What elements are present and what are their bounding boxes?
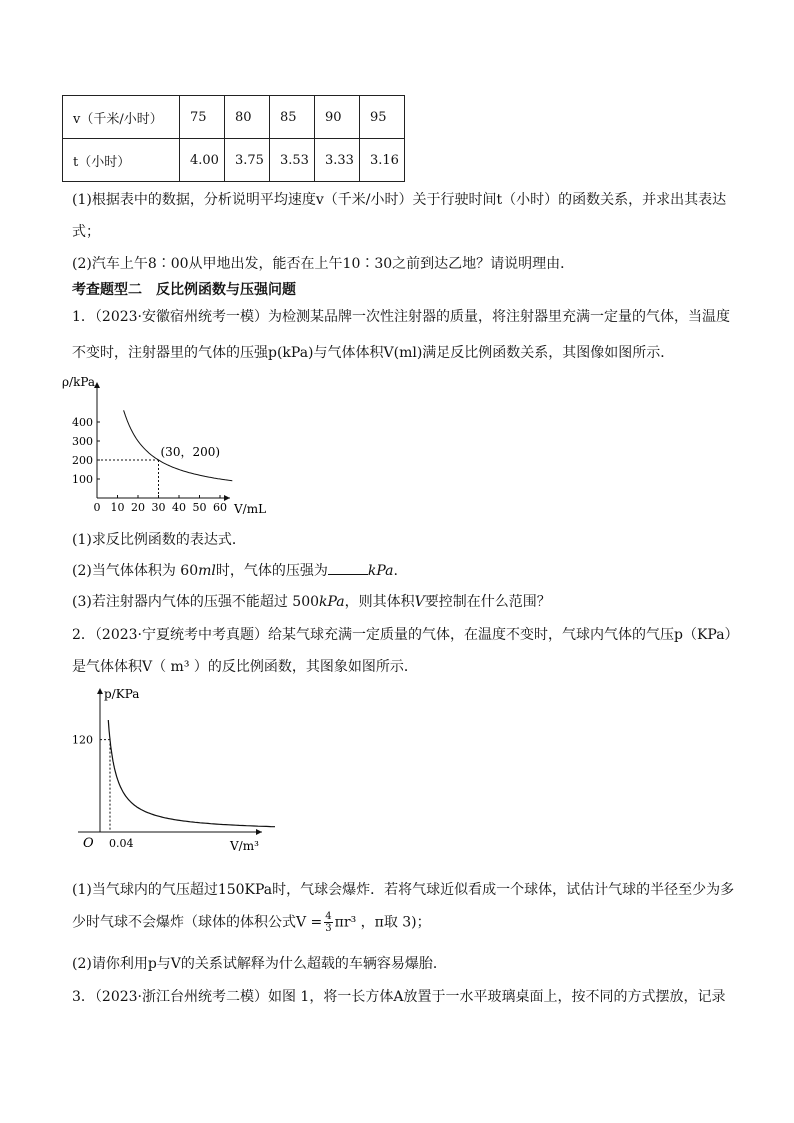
table-cell: 3.75 <box>225 139 270 182</box>
answer-blank[interactable] <box>328 562 368 575</box>
x-tick-label: 60 <box>213 501 227 514</box>
x-tick-label: 0.04 <box>109 837 134 850</box>
table-cell: 3.53 <box>270 139 315 182</box>
table-cell: 90 <box>315 96 360 139</box>
x-tick-label: 40 <box>172 501 186 514</box>
q3-suffix: 要控制在什么范围？ <box>424 594 551 610</box>
intro-question-1-line-1: (1)根据表中的数据，分析说明平均速度v（千米/小时）关于行驶时间t（小时）的函数关系，并求出其表达 <box>72 192 727 208</box>
y-tick-label: 100 <box>72 473 93 486</box>
table-row <box>63 139 405 182</box>
q2-answer-unit: kPa <box>367 563 394 579</box>
fraction-four-thirds <box>324 911 332 934</box>
origin-label: O <box>83 836 94 851</box>
problem-1-question-2 <box>72 560 398 580</box>
problem-2-question-1-line-1: (1)当气球内的气压超过150KPa时，气球会爆炸．若将气球近似看成一个球体，试估计气球的半径至少为多 <box>72 882 735 898</box>
pressure-volume-chart-2 <box>68 684 278 860</box>
fraction-denominator: 3 <box>325 923 332 934</box>
x-tick-label: 20 <box>131 501 145 514</box>
x-tick-label: 10 <box>110 501 125 514</box>
table-header-v: v（千米/小时） <box>63 96 180 139</box>
table-cell: 95 <box>360 96 405 139</box>
q3-prefix: (3)若注射器内气体的压强不能超过 500 <box>72 594 320 610</box>
x-axis-label: V/m³ <box>230 839 259 853</box>
fraction-numerator: 4 <box>325 911 332 922</box>
table-cell: 4.00 <box>180 139 225 182</box>
y-axis-label: ρ/kPa <box>62 375 96 389</box>
y-axis-label: p/KPa <box>104 687 140 701</box>
point-label: (30，200) <box>160 445 221 459</box>
problem-1-question-3 <box>72 591 551 611</box>
q2-middle: 时，气体的压强为 <box>215 563 328 579</box>
x-axis-arrow <box>256 829 262 835</box>
inverse-curve <box>108 720 275 827</box>
x-tick-label: 0 <box>93 501 101 514</box>
q1-line2-prefix: 少时气球不会爆炸（球体的体积公式V = <box>72 914 323 931</box>
pressure-volume-chart-1 <box>62 372 282 520</box>
table-cell: 85 <box>270 96 315 139</box>
section-title: 考查题型二 反比例函数与压强问题 <box>72 282 296 298</box>
problem-2-line-1: 2．（2023·宁夏统考中考真题）给某气球充满一定质量的气体，在温度不变时，气球内气体的气压p（KPa） <box>72 627 739 643</box>
table-cell: 3.16 <box>360 139 405 182</box>
problem-3-line-1: 3．（2023·浙江台州统考二模）如图 1，将一长方体A放置于一水平玻璃桌面上，按不同的方式摆放，记录 <box>72 989 726 1005</box>
y-tick-label: 200 <box>72 454 93 467</box>
table-cell: 75 <box>180 96 225 139</box>
table-cell: 3.33 <box>315 139 360 182</box>
problem-2-question-1-line-2 <box>72 911 431 934</box>
x-tick-label: 50 <box>192 501 207 514</box>
problem-1-question-1: (1)求反比例函数的表达式． <box>72 532 246 548</box>
x-axis-label: V/mL <box>234 502 267 516</box>
speed-time-table <box>62 95 405 182</box>
intro-question-2: (2)汽车上午8∶00从甲地出发，能否在上午10∶30之前到达乙地？请说明理由． <box>72 256 575 272</box>
y-tick-label: 300 <box>72 435 93 448</box>
table-header-t: t（小时） <box>63 139 180 182</box>
y-tick-label: 400 <box>72 416 93 429</box>
problem-2-question-2: (2)请你利用p与V的关系试解释为什么超载的车辆容易爆胎． <box>72 956 447 972</box>
y-axis-arrow <box>97 688 103 694</box>
x-tick-label: 30 <box>151 501 166 514</box>
q3-middle: ，则其体积 <box>344 594 415 610</box>
problem-2-line-2: 是气体体积V（ m³ ）的反比例函数，其图象如图所示． <box>72 659 418 675</box>
problem-1-line-2: 不变时，注射器里的气体的压强p(kPa)与气体体积V(ml)满足反比例函数关系，其图像如图所示． <box>72 345 675 361</box>
table-row <box>63 96 405 139</box>
q2-end: . <box>393 563 398 579</box>
q3-variable: V <box>414 594 425 610</box>
q2-prefix: (2)当气体体积为 60 <box>72 563 199 579</box>
q2-unit: ml <box>198 563 216 579</box>
problem-1-line-1: 1．（2023·安徽宿州统考一模）为检测某品牌一次性注射器的质量，将注射器里充满一定量的气体，当温度 <box>72 309 730 325</box>
table-cell: 80 <box>225 96 270 139</box>
q3-unit: kPa <box>319 594 345 610</box>
y-tick-label: 120 <box>72 733 93 747</box>
intro-question-1-line-2: 式； <box>72 224 100 240</box>
q1-line2-suffix: πr³ ，π取 3)； <box>334 914 431 931</box>
